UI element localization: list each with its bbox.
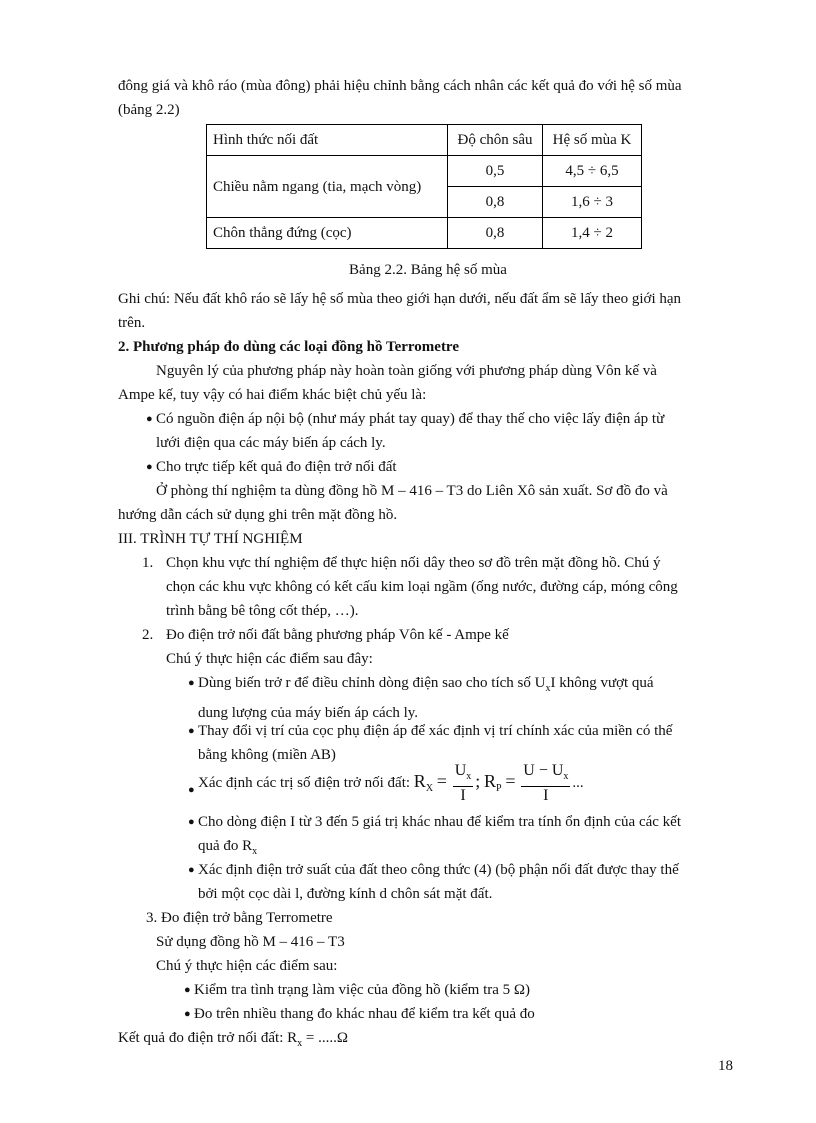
page-number: 18 <box>718 1058 733 1074</box>
bullet-text-part: quả đo R <box>198 838 253 854</box>
item-1-line-2: chọn các khu vực không có kết cấu kim loại ngầm (ống nước, đường cáp, móng công <box>166 579 678 595</box>
list-item <box>188 719 748 767</box>
item-1-number: 1. <box>142 555 154 571</box>
bullet-text: Đo trên nhiều thang đo khác nhau để kiểm tra kết quả đo <box>194 1006 535 1022</box>
numerator-text: U − U <box>523 762 564 779</box>
fraction-ux-over-i <box>453 762 474 805</box>
subscript: x <box>252 846 258 857</box>
item-3-heading: 3. Đo điện trở bằng Terrometre <box>146 910 333 926</box>
cell-k: 1,6 ÷ 3 <box>543 187 642 218</box>
list-item <box>146 407 706 455</box>
bullet-icon: ● <box>188 864 195 876</box>
table-row <box>207 156 642 187</box>
bullet-text: Kiểm tra tình trạng làm việc của đồng hồ (kiểm tra 5 Ω) <box>194 982 531 998</box>
table-caption: Bảng 2.2. Bảng hệ số mùa <box>349 262 507 278</box>
section-2-para-2-line-1: Ở phòng thí nghiệm ta dùng đồng hồ M – 416 – T3 do Liên Xô sản xuất. Sơ đồ đo và <box>156 483 668 499</box>
item-1-line-3: trình bằng bê tông cốt thép, …). <box>166 603 359 619</box>
cell-depth: 0,5 <box>448 156 543 187</box>
bullet-text-cont: bởi một cọc dài l, đường kính d chôn sát mặt đất. <box>198 886 493 902</box>
subscript: x <box>563 771 569 783</box>
cell-depth: 0,8 <box>448 218 543 249</box>
item-2-number: 2. <box>142 627 154 643</box>
fraction-denominator: I <box>460 787 466 805</box>
bullet-icon: ● <box>184 984 191 996</box>
formula-ellipsis: ... <box>572 775 584 792</box>
list-item <box>188 858 748 906</box>
list-item <box>188 810 748 864</box>
list-item <box>184 978 744 1002</box>
formula-separator: ; <box>475 771 481 792</box>
subscript: x <box>297 1038 303 1049</box>
bullet-text-cont: dung lượng của máy biến áp cách ly. <box>198 705 419 721</box>
item-2-note: Chú ý thực hiện các điểm sau đây: <box>166 651 373 667</box>
section-2-para-2-line-2: hướng dẫn cách sử dụng ghi trên mặt đồng hồ. <box>118 507 398 523</box>
numerator-text: U <box>454 762 467 779</box>
fraction-denominator: I <box>543 787 549 805</box>
bullet-text-part: I không vượt quá <box>550 675 654 691</box>
bullet-icon: ● <box>188 784 195 796</box>
bullet-text <box>198 671 748 701</box>
table-header-row <box>207 125 642 156</box>
header-k: Hệ số mùa K <box>543 125 642 156</box>
bullet-text: Có nguồn điện áp nội bộ (như máy phát tay quay) để thay thế cho việc lấy điện áp từ <box>156 411 665 427</box>
note-line-2: trên. <box>118 315 146 331</box>
cell-vertical-type: Chôn thẳng đứng (cọc) <box>207 218 448 249</box>
formula-equals: = <box>505 771 516 792</box>
bullet-icon: ● <box>184 1008 191 1020</box>
bullet-icon: ● <box>146 413 153 425</box>
item-3-use: Sử dụng đồng hồ M – 416 – T3 <box>156 934 345 950</box>
cell-k: 4,5 ÷ 6,5 <box>543 156 642 187</box>
section-2-para-1-line-1: Nguyên lý của phương pháp này hoàn toàn giống với phương pháp dùng Vôn kế và <box>156 363 657 379</box>
section-2-heading: 2. Phương pháp đo dùng các loại đồng hồ Terrometre <box>118 339 459 355</box>
intro-line-2: (bảng 2.2) <box>118 102 180 118</box>
result-prefix: Kết quả đo điện trở nối đất: R <box>118 1030 298 1046</box>
fraction-numerator <box>453 762 474 787</box>
bullet-text: Cho trực tiếp kết quả đo điện trở nối đất <box>156 459 397 475</box>
bullet-icon: ● <box>188 725 195 737</box>
intro-line-1: đông giá và khô ráo (mùa đông) phải hiệu chỉnh bằng cách nhân các kết quả đo với hệ số mùa <box>118 78 682 94</box>
list-item <box>188 762 748 805</box>
bullet-icon: ● <box>188 816 195 828</box>
header-depth: Độ chôn sâu <box>448 125 543 156</box>
subscript: X <box>425 783 434 795</box>
bullet-text: Cho dòng điện I từ 3 đến 5 giá trị khác nhau để kiểm tra tính ổn định của các kết <box>198 814 681 830</box>
cell-k: 1,4 ÷ 2 <box>543 218 642 249</box>
bullet-icon: ● <box>188 677 195 689</box>
subscript: x <box>545 683 551 694</box>
bullet-text-cont: bằng không (miền AB) <box>198 747 336 763</box>
item-1-line-1: Chọn khu vực thí nghiệm để thực hiện nối dây theo sơ đồ trên mặt đồng hồ. Chú ý <box>166 555 661 571</box>
item-3-note: Chú ý thực hiện các điểm sau: <box>156 958 338 974</box>
bullet-text-cont: lưới điện qua các máy biến áp cách ly. <box>156 435 386 451</box>
bullet-text: Xác định điện trở suất của đất theo công thức (4) (bộ phận nối đất được thay thế <box>198 862 679 878</box>
formula-label: Xác định các trị số điện trở nối đất: <box>198 775 411 792</box>
fraction-u-minus-ux-over-i <box>521 762 570 805</box>
header-grounding-type: Hình thức nối đất <box>207 125 448 156</box>
note-line-1: Ghi chú: Nếu đất khô ráo sẽ lấy hệ số mùa theo giới hạn dưới, nếu đất ẩm sẽ lấy theo giới hạn <box>118 291 682 307</box>
list-item <box>184 1002 744 1026</box>
bullet-icon: ● <box>146 461 153 473</box>
formula-equals: = <box>436 771 447 792</box>
list-item <box>146 455 706 479</box>
formula-rp: R <box>484 771 497 792</box>
table-row <box>207 218 642 249</box>
season-coefficient-table <box>206 124 642 249</box>
list-item <box>188 671 748 725</box>
formula-line <box>198 762 748 805</box>
item-2-line-1: Đo điện trở nối đất bằng phương pháp Vôn kế - Ampe kế <box>166 627 509 643</box>
result-suffix: = .....Ω <box>302 1030 349 1046</box>
fraction-numerator <box>521 762 570 787</box>
cell-depth: 0,8 <box>448 187 543 218</box>
subscript: x <box>466 771 472 783</box>
section-3-heading: III. TRÌNH TỰ THÍ NGHIỆM <box>118 531 303 547</box>
cell-horizontal-type: Chiều nằm ngang (tia, mạch vòng) <box>207 156 448 218</box>
subscript: P <box>496 783 502 795</box>
bullet-text-part: Dùng biến trở r để điều chỉnh dòng điện sao cho tích số U <box>198 675 546 691</box>
bullet-text: Thay đổi vị trí của cọc phụ điện áp để xác định vị trí chính xác của miền có thế <box>198 723 673 739</box>
section-2-para-1-line-2: Ampe kế, tuy vậy có hai điểm khác biệt chủ yếu là: <box>118 387 427 403</box>
formula-rx: R <box>413 771 426 792</box>
result-line <box>118 1026 744 1056</box>
